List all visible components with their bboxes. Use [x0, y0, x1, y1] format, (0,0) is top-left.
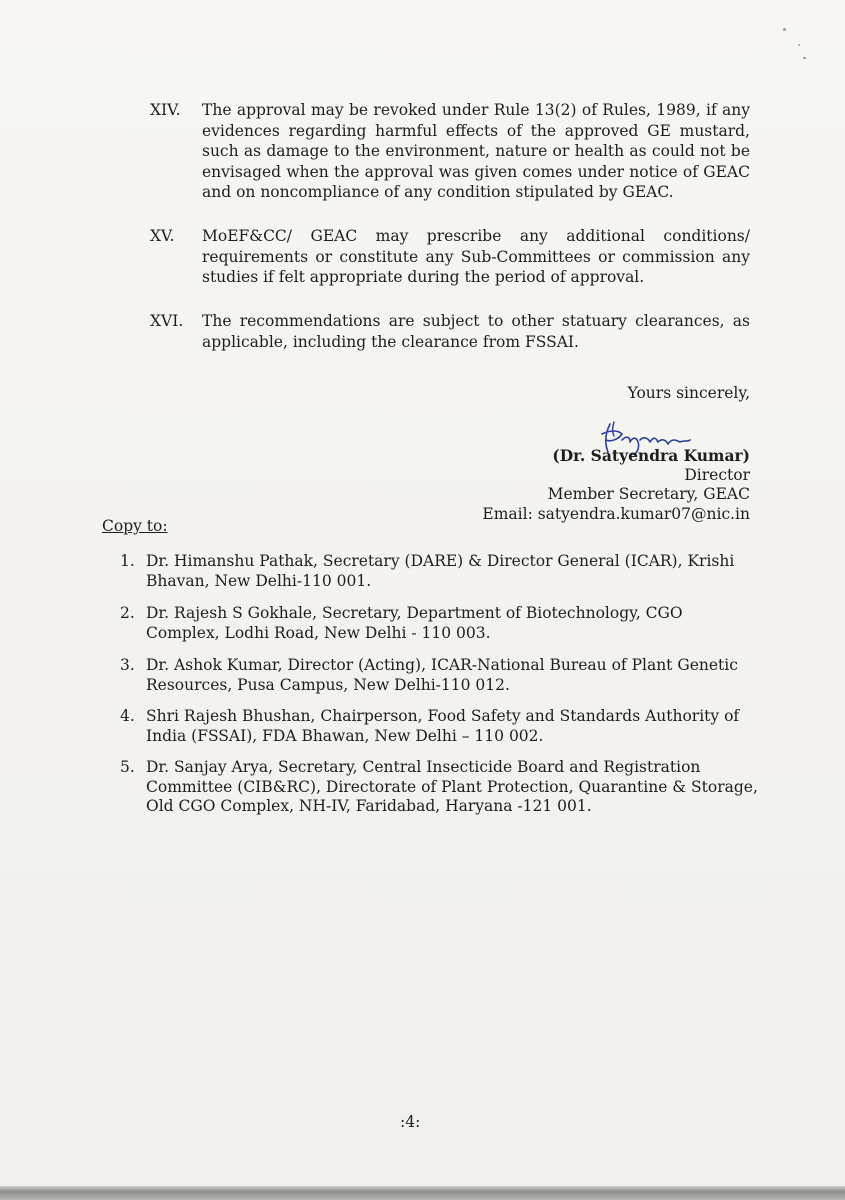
- signatory-designation: Director: [684, 465, 750, 484]
- copy-to-text: Dr. Himanshu Pathak, Secretary (DARE) & Director General (ICAR), Krishi Bhavan, New Delhi-110 001.: [146, 552, 735, 590]
- signatory-role: Member Secretary, GEAC: [547, 485, 750, 503]
- signatory-email: Email: satyendra.kumar07@nic.in: [482, 504, 750, 523]
- copy-to-text: Dr. Sanjay Arya, Secretary, Central Insecticide Board and Registration Committee (CIB&RC), Directorate of Plant Protection, Quarantine & Storage, Old CGO Complex, NH-IV, Faridabad, Haryana -121 001.: [146, 758, 758, 815]
- signatory-block: [482, 446, 750, 524]
- scan-speck: [783, 28, 786, 31]
- copy-to-item: [120, 707, 760, 746]
- condition-text: MoEF&CC/ GEAC may prescribe any additional conditions/ requirements or constitute any Sub-Committees or commission any studies if felt appropriate during the period of approval.: [202, 227, 750, 286]
- condition-item: [150, 226, 750, 288]
- scan-speck: [798, 44, 800, 46]
- copy-to-number: 2.: [120, 604, 135, 622]
- copy-to-item: [120, 656, 760, 695]
- condition-item: [150, 100, 750, 203]
- condition-numeral: XVI.: [150, 312, 184, 330]
- condition-text: The approval may be revoked under Rule 13(2) of Rules, 1989, if any evidences regarding harmful effects of the approved GE mustard, such as damage to the environment, nature or health as could not be envisaged when the approval was given comes under notice of GEAC and on noncompliance of any condition stipulated by GEAC.: [202, 101, 750, 201]
- copy-to-number: 4.: [120, 707, 135, 725]
- copy-to-item: [120, 604, 760, 643]
- copy-to-number: 5.: [120, 758, 135, 776]
- condition-numeral: XV.: [150, 227, 175, 245]
- closing-salutation: Yours sincerely,: [627, 384, 750, 402]
- page-number: :4:: [400, 1113, 421, 1131]
- signatory-name: (Dr. Satyendra Kumar): [552, 446, 750, 465]
- scan-bottom-edge: [0, 1186, 845, 1200]
- scan-speck: [803, 57, 806, 59]
- copy-to-item: [120, 552, 760, 591]
- copy-to-item: [120, 758, 760, 817]
- copy-to-text: Dr. Rajesh S Gokhale, Secretary, Department of Biotechnology, CGO Complex, Lodhi Road, New Delhi - 110 003.: [146, 604, 683, 642]
- condition-text: The recommendations are subject to other statuary clearances, as applicable, including the clearance from FSSAI.: [202, 312, 750, 351]
- copy-to-text: Shri Rajesh Bhushan, Chairperson, Food Safety and Standards Authority of India (FSSAI), FDA Bhawan, New Delhi – 110 002.: [146, 707, 740, 745]
- copy-to-number: 1.: [120, 552, 135, 570]
- copy-to-number: 3.: [120, 656, 135, 674]
- condition-item: [150, 311, 750, 352]
- condition-numeral: XIV.: [150, 101, 181, 119]
- copy-to-heading: Copy to:: [102, 517, 168, 535]
- copy-to-text: Dr. Ashok Kumar, Director (Acting), ICAR-National Bureau of Plant Genetic Resources, Pusa Campus, New Delhi-110 012.: [146, 656, 738, 694]
